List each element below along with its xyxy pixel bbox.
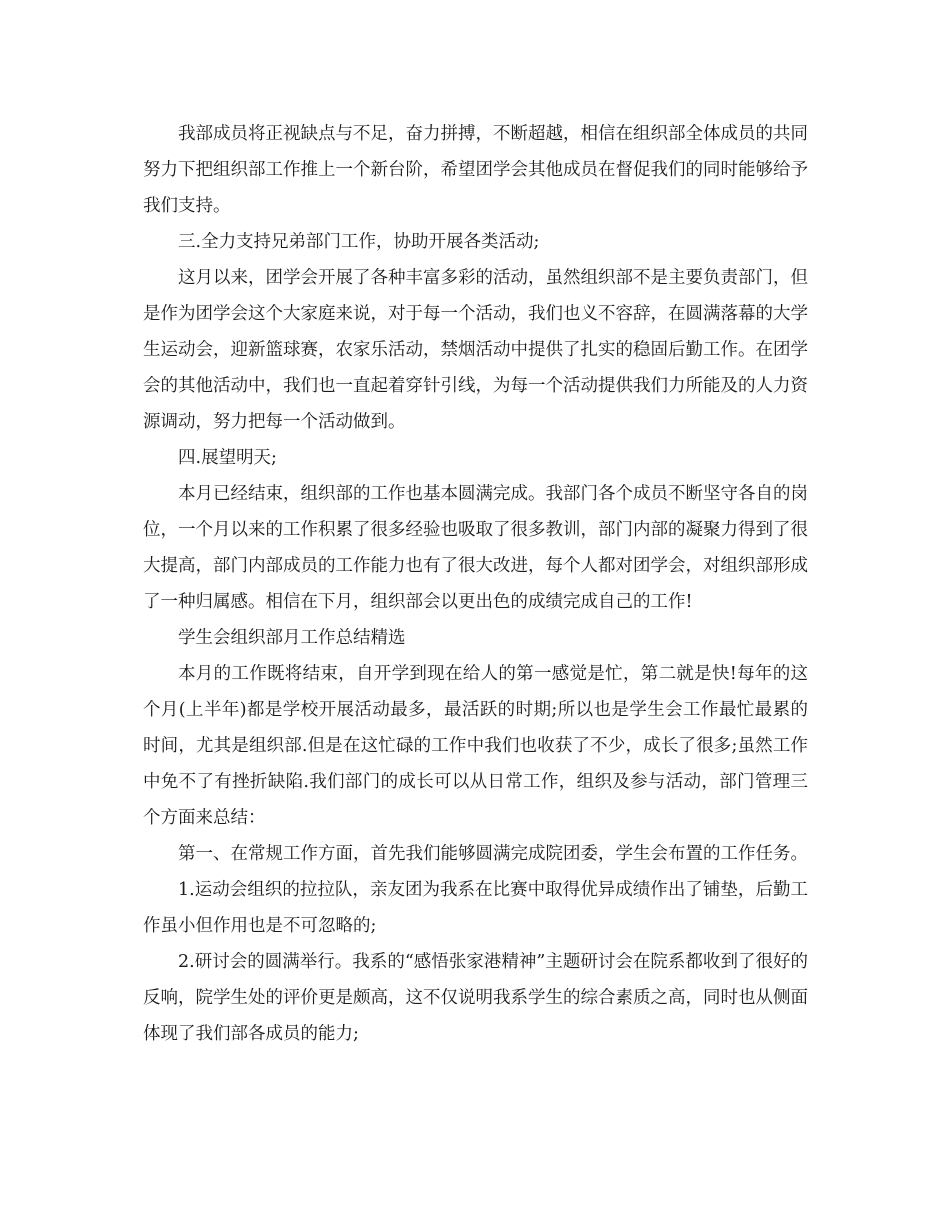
paragraph-8: 第一、在常规工作方面，首先我们能够圆满完成院团委，学生会布置的工作任务。	[178, 844, 808, 864]
paragraph-5: 本月已经结束，组织部的工作也基本圆满完成。我部门各个成员不断坚守各自的岗位，一个月以来的工作积累了很多经验也吸取了很多教训，部门内部的凝聚力得到了很大提高，部门内部成员的工作能力也有了很大改进，每个人都对团学会，对组织部形成了一种归属感。相信在下月，组织部会以更出色的成绩完成自己的工作!	[143, 484, 808, 612]
paragraph-4-heading: 四.展望明天;	[178, 448, 277, 468]
document-body	[143, 116, 808, 1052]
paragraph-3: 这月以来，团学会开展了各种丰富多彩的活动，虽然组织部不是主要负责部门，但是作为团学会这个大家庭来说，对于每一个活动，我们也义不容辞，在圆满落幕的大学生运动会，迎新篮球赛，农家乐活动，禁烟活动中提供了扎实的稳固后勤工作。在团学会的其他活动中，我们也一直起着穿针引线，为每一个活动提供我们力所能及的人力资源调动，努力把每一个活动做到。	[143, 268, 808, 432]
paragraph-1: 我部成员将正视缺点与不足，奋力拼搏，不断超越，相信在组织部全体成员的共同努力下把组织部工作推上一个新台阶，希望团学会其他成员在督促我们的同时能够给予我们支持。	[143, 124, 808, 216]
paragraph-2-heading: 三.全力支持兄弟部门工作，协助开展各类活动;	[178, 232, 540, 252]
paragraph-10-list-item: 2.研讨会的圆满举行。我系的“感悟张家港精神”主题研讨会在院系都收到了很好的反响，院学生处的评价更是颇高，这不仅说明我系学生的综合素质之高，同时也从侧面体现了我们部各成员的能力;	[143, 952, 808, 1044]
paragraph-9-list-item: 1.运动会组织的拉拉队，亲友团为我系在比赛中取得优异成绩作出了铺垫，后勤工作虽小但作用也是不可忽略的;	[143, 880, 808, 936]
paragraph-7: 本月的工作既将结束，自开学到现在给人的第一感觉是忙，第二就是快!每年的这个月(上半年)都是学校开展活动最多，最活跃的时期;所以也是学生会工作最忙最累的时间，尤其是组织部.但是在这忙碌的工作中我们也收获了不少，成长了很多;虽然工作中免不了有挫折缺陷.我们部门的成长可以从日常工作，组织及参与活动，部门管理三个方面来总结：	[143, 664, 808, 828]
section-title: 学生会组织部月工作总结精选	[178, 628, 406, 648]
